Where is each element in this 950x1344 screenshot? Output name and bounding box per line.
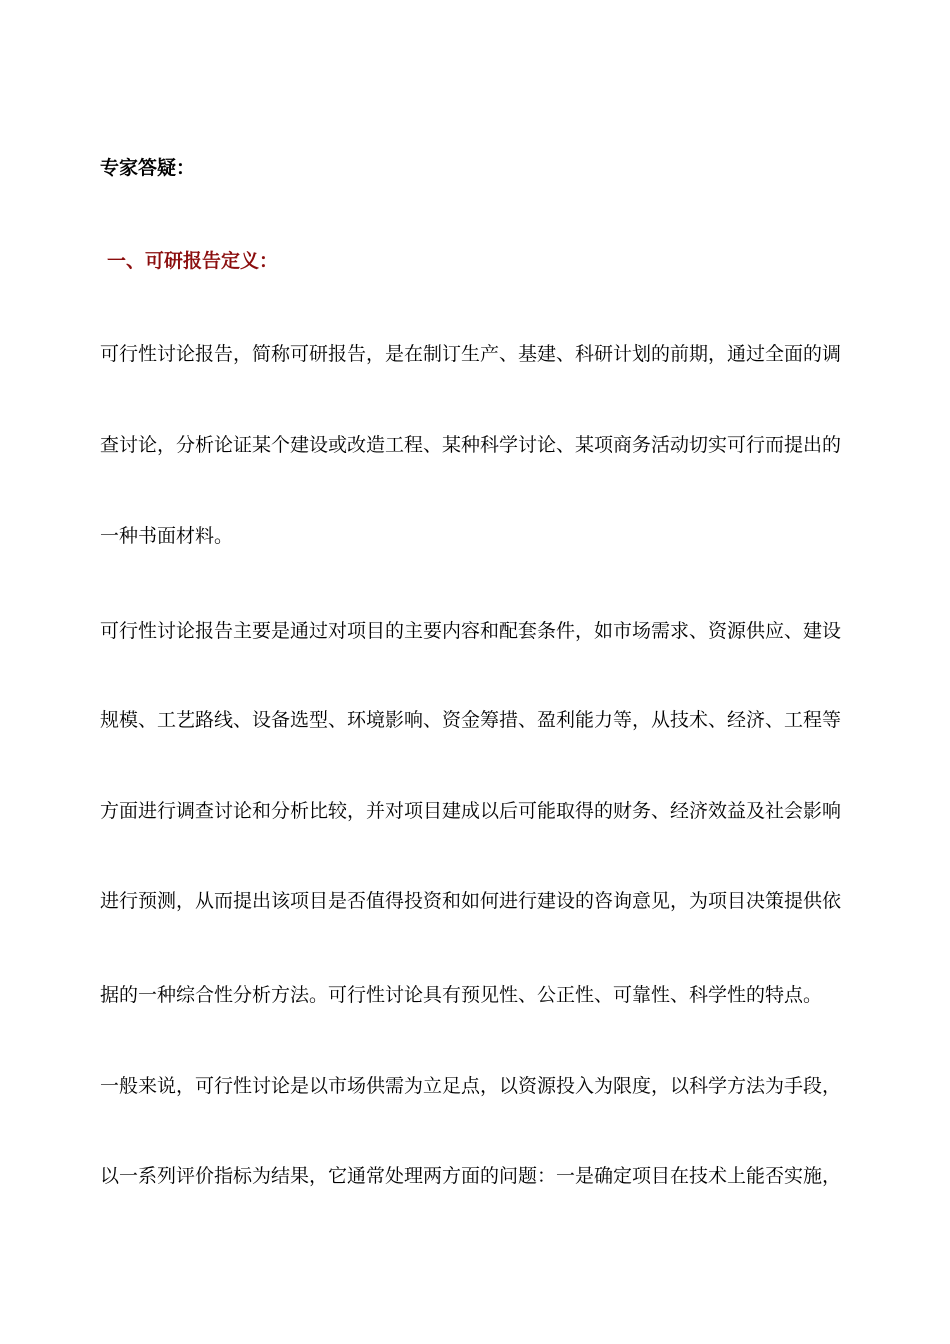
body-line: 可行性讨论报告，简称可研报告，是在制订生产、基建、科研计划的前期，通过全面的调 (100, 343, 842, 365)
body-line: 可行性讨论报告主要是通过对项目的主要内容和配套条件，如市场需求、资源供应、建设 (100, 620, 842, 642)
body-line: 据的一种综合性分析方法。可行性讨论具有预见性、公正性、可靠性、科学性的特点。 (100, 984, 823, 1006)
body-line: 规模、工艺路线、设备选型、环境影响、资金筹措、盈利能力等，从技术、经济、工程等 (100, 709, 842, 731)
expert-qa-heading: 专家答疑： (100, 157, 196, 179)
body-line: 以一系列评价指标为结果，它通常处理两方面的问题：一是确定项目在技术上能否实施， (100, 1165, 842, 1187)
body-line: 进行预测，从而提出该项目是否值得投资和如何进行建设的咨询意见，为项目决策提供依 (100, 890, 842, 912)
body-line: 一般来说，可行性讨论是以市场供需为立足点，以资源投入为限度，以科学方法为手段， (100, 1075, 842, 1097)
body-line: 方面进行调查讨论和分析比较，并对项目建成以后可能取得的财务、经济效益及社会影响 (100, 800, 842, 822)
section-heading: 一、可研报告定义： (107, 250, 279, 272)
body-line: 查讨论，分析论证某个建设或改造工程、某种科学讨论、某项商务活动切实可行而提出的 (100, 434, 842, 456)
body-line: 一种书面材料。 (100, 525, 234, 547)
